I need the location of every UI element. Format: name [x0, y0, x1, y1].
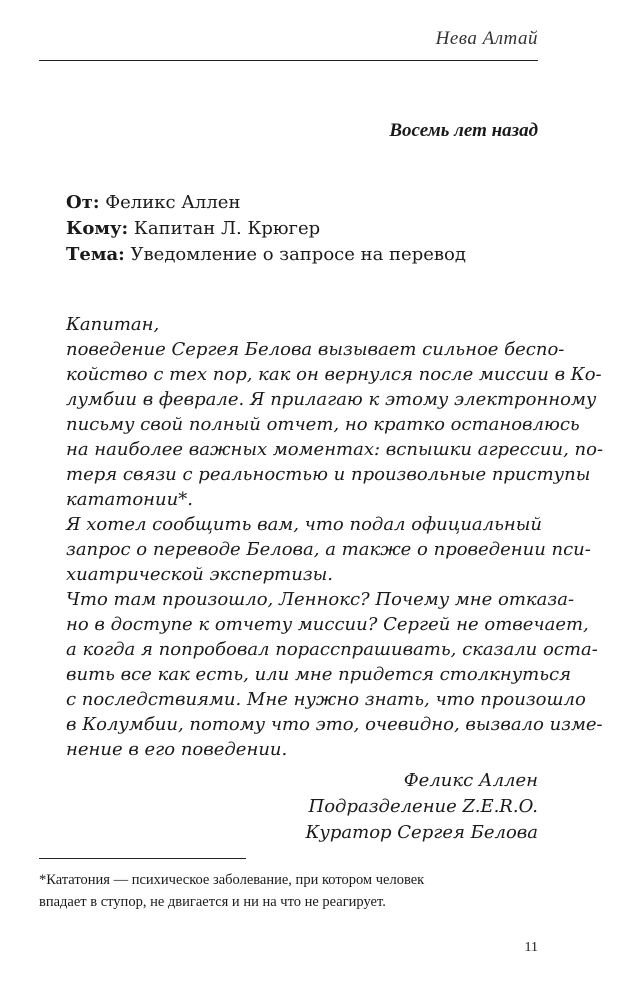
body-line: в Колумбии, потому что это, очевидно, вызвало изме- — [66, 714, 603, 735]
body-line: Я хотел сообщить вам, что подал официальный — [66, 514, 543, 535]
header-rule — [39, 60, 538, 61]
letter-body — [66, 312, 604, 762]
book-title: Нева Алтай — [435, 28, 538, 49]
section-title: Восемь лет назад — [389, 120, 538, 141]
signature-role: Куратор Сергея Белова — [305, 822, 538, 843]
page-number: 11 — [524, 940, 538, 955]
body-line: койство с тех пор, как он вернулся после миссии в Ко- — [66, 364, 602, 385]
body-line: теря связи с реальностью и произвольные приступы — [66, 464, 591, 485]
body-line: лумбии в феврале. Я прилагаю к этому электронному — [66, 389, 597, 410]
body-line: на наиболее важных моментах: вспышки агрессии, по- — [66, 439, 604, 460]
to-line — [66, 216, 466, 242]
footnote-line: *Кататония — психическое заболевание, при котором человек — [39, 872, 425, 888]
body-line: хиатрической экспертизы. — [66, 564, 334, 585]
body-line: поведение Сергея Белова вызывает сильное беспо- — [66, 339, 565, 360]
subject-line — [66, 242, 466, 268]
footnote — [39, 869, 539, 913]
footnote-rule — [39, 858, 246, 859]
body-line: с последствиями. Мне нужно знать, что произошло — [66, 689, 586, 710]
body-line: запрос о переводе Белова, а также о проведении пси- — [66, 539, 591, 560]
footnote-line: впадает в ступор, не двигается и ни на что не реагирует. — [39, 894, 386, 910]
to-value: Капитан Л. Крюгер — [128, 218, 321, 239]
signature-block — [306, 768, 539, 846]
from-label: От: — [66, 192, 100, 213]
email-meta — [66, 190, 466, 268]
body-line: Что там произошло, Леннокс? Почему мне отказа- — [66, 589, 575, 610]
body-line: но в доступе к отчету миссии? Сергей не отвечает, — [66, 614, 589, 635]
body-line: а когда я попробовал порасспрашивать, сказали оста- — [66, 639, 598, 660]
from-value: Феликс Аллен — [99, 192, 241, 213]
body-line: кататонии*. — [66, 489, 193, 510]
signature-unit: Подразделение Z.E.R.O. — [308, 796, 538, 817]
body-line: нение в его поведении. — [66, 739, 288, 760]
signature-name: Феликс Аллен — [403, 770, 538, 791]
body-line: письму свой полный отчет, но кратко остановлюсь — [66, 414, 580, 435]
subject-label: Тема: — [66, 244, 125, 265]
body-line: вить все как есть, или мне придется столкнуться — [66, 664, 572, 685]
to-label: Кому: — [66, 218, 129, 239]
body-line: Капитан, — [66, 314, 160, 335]
subject-value: Уведомление о запросе на перевод — [124, 244, 466, 265]
from-line — [66, 190, 466, 216]
